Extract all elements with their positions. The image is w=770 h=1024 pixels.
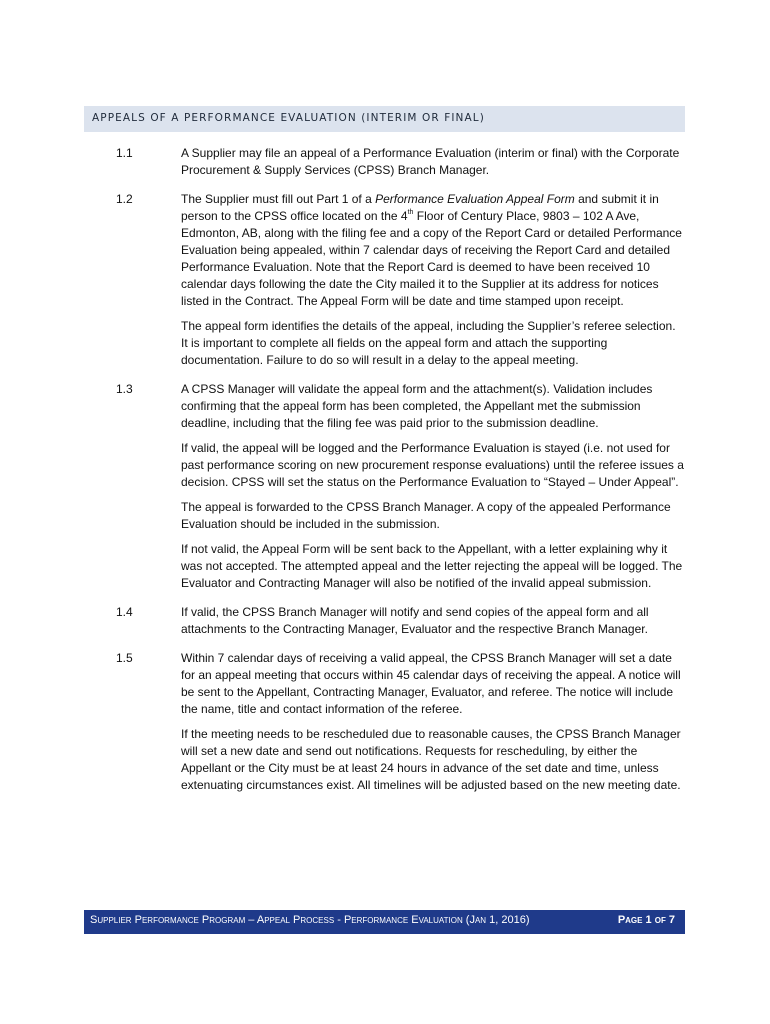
clause-number: 1.1	[116, 146, 133, 160]
appeal-form-title: Performance Evaluation Appeal Form	[375, 192, 575, 206]
document-body	[0, 145, 770, 806]
clause-paragraph: The Supplier must fill out Part 1 of a Performance Evaluation Appeal Form and submit it in person to the CPSS office located on the 4th Floor of Century Place, 9803 – 102 A Ave, Edmonton, AB, along with the filing fee and a copy of the Report Card or detailed Performance Evaluation being appealed, within 7 calendar days of receiving the Report Card and detailed Performance Evaluation. Note that the Report Card is deemed to have been received 10 calendar days following the date the City mailed it to the Supplier at its address for notices listed in the Contract. The Appeal Form will be date and time stamped upon receipt.	[181, 192, 682, 308]
clause-paragraph: A Supplier may file an appeal of a Performance Evaluation (interim or final) with the Corporate Procurement & Supply Services (CPSS) Branch Manager.	[181, 146, 680, 177]
clause-paragraph: The appeal form identifies the details of the appeal, including the Supplier’s referee selection. It is important to complete all fields on the appeal form and attach the supporting documentation. Failure to do so will result in a delay to the appeal meeting.	[181, 319, 676, 367]
clause-1-4	[0, 604, 770, 638]
clause-number: 1.2	[116, 192, 133, 206]
clause-paragraph: A CPSS Manager will validate the appeal form and the attachment(s). Validation includes confirming that the appeal form has been completed, the Appellant met the submission deadline, including that the filing fee was paid prior to the submission deadline.	[181, 382, 653, 430]
clause-1-3	[0, 381, 770, 592]
footer-document-title: Supplier Performance Program – Appeal Process - Performance Evaluation (Jan 1, 2016)	[90, 914, 530, 926]
clause-1-2	[0, 191, 770, 369]
page-number: Page 1 of 7	[617, 914, 675, 926]
clause-paragraph: If valid, the CPSS Branch Manager will notify and send copies of the appeal form and all attachments to the Contracting Manager, Evaluator and the respective Branch Manager.	[181, 605, 649, 636]
section-header	[84, 106, 685, 132]
clause-number: 1.5	[116, 651, 133, 665]
clause-paragraph: If valid, the appeal will be logged and the Performance Evaluation is stayed (i.e. not used for past performance scoring on new procurement response evaluations) until the referee issues a decision. CPSS will set the status on the Performance Evaluation to “Stayed – Under Appeal”.	[181, 441, 684, 489]
clause-paragraph: If not valid, the Appeal Form will be sent back to the Appellant, with a letter explaining why it was not accepted. The attempted appeal and the letter rejecting the appeal will be logged. The Evaluator and Contracting Manager will also be notified of the invalid appeal submission.	[181, 542, 683, 590]
section-title: APPEALS OF A PERFORMANCE EVALUATION (INTERIM OR FINAL)	[92, 112, 485, 124]
clause-paragraph: If the meeting needs to be rescheduled due to reasonable causes, the CPSS Branch Manager will set a new date and send out notifications. Requests for rescheduling, by either the Appellant or the City must be at least 24 hours in advance of the set date and time, unless extenuating circumstances exist. All timelines will be adjusted based on the new meeting date.	[181, 727, 681, 792]
clause-number: 1.4	[116, 605, 133, 619]
clause-1-5	[0, 650, 770, 794]
clause-1-1	[0, 145, 770, 179]
clause-paragraph: The appeal is forwarded to the CPSS Branch Manager. A copy of the appealed Performance Evaluation should be included in the submission.	[181, 500, 671, 531]
clause-number: 1.3	[116, 382, 133, 396]
clause-paragraph: Within 7 calendar days of receiving a valid appeal, the CPSS Branch Manager will set a date for an appeal meeting that occurs within 45 calendar days of receiving the appeal. A notice will be sent to the Appellant, Contracting Manager, Evaluator, and referee. The notice will include the name, title and contact information of the referee.	[181, 651, 681, 716]
page-footer	[84, 910, 685, 934]
